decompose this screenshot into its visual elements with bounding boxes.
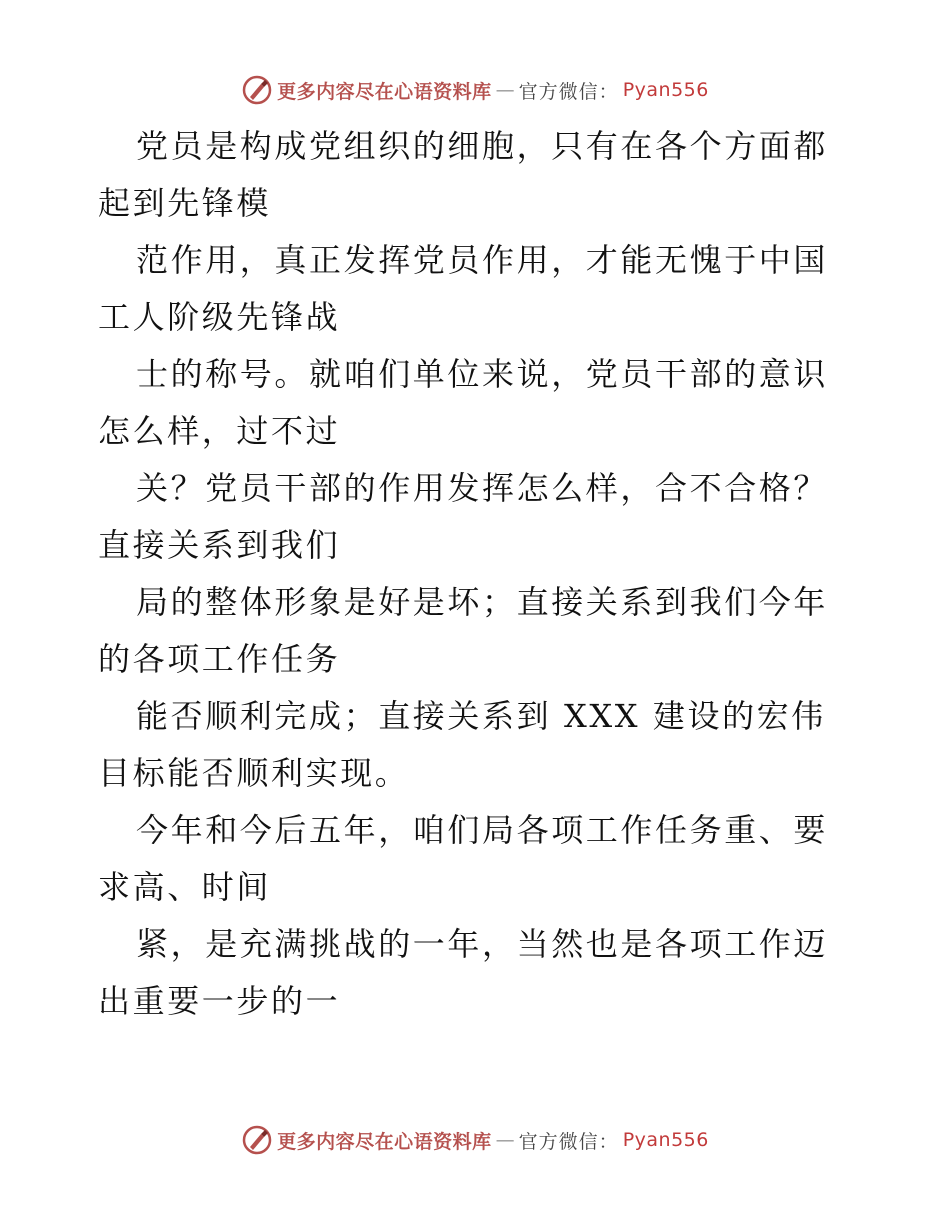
watermark-wechat-id: Pyan556 (622, 1129, 709, 1151)
watermark-wechat-id: Pyan556 (622, 79, 709, 101)
pen-logo-icon (241, 1124, 273, 1156)
paragraph: 局的整体形象是好是坏；直接关系到我们今年的各项工作任务 (98, 583, 829, 678)
paragraph: 能否顺利完成；直接关系到 XXX 建设的宏伟目标能否顺利实现。 (98, 697, 826, 792)
paragraph: 范作用，真正发挥党员作用，才能无愧于中国工人阶级先锋战 (98, 241, 829, 336)
paragraph: 士的称号。就咱们单位来说，党员干部的意识怎么样，过不过 (98, 355, 829, 450)
header-watermark (0, 70, 950, 110)
paragraph: 党员是构成党组织的细胞，只有在各个方面都起到先锋模 (98, 127, 829, 222)
footer-watermark (0, 1120, 950, 1160)
paragraph: 紧，是充满挑战的一年，当然也是各项工作迈出重要一步的一 (98, 925, 829, 1020)
watermark-label: 官方微信： (518, 1130, 619, 1153)
watermark-separator: — (495, 1129, 515, 1151)
watermark-label: 官方微信： (518, 80, 619, 103)
pen-logo-icon (241, 74, 273, 106)
watermark-brand: 更多内容尽在心语资料库 (277, 1130, 492, 1153)
paragraph: 关？党员干部的作用发挥怎么样，合不合格？直接关系到我们 (98, 469, 829, 564)
paragraph: 今年和今后五年，咱们局各项工作任务重、要求高、时间 (98, 811, 829, 906)
document-body (98, 118, 858, 1030)
watermark-brand: 更多内容尽在心语资料库 (277, 80, 492, 103)
watermark-separator: — (495, 79, 515, 101)
